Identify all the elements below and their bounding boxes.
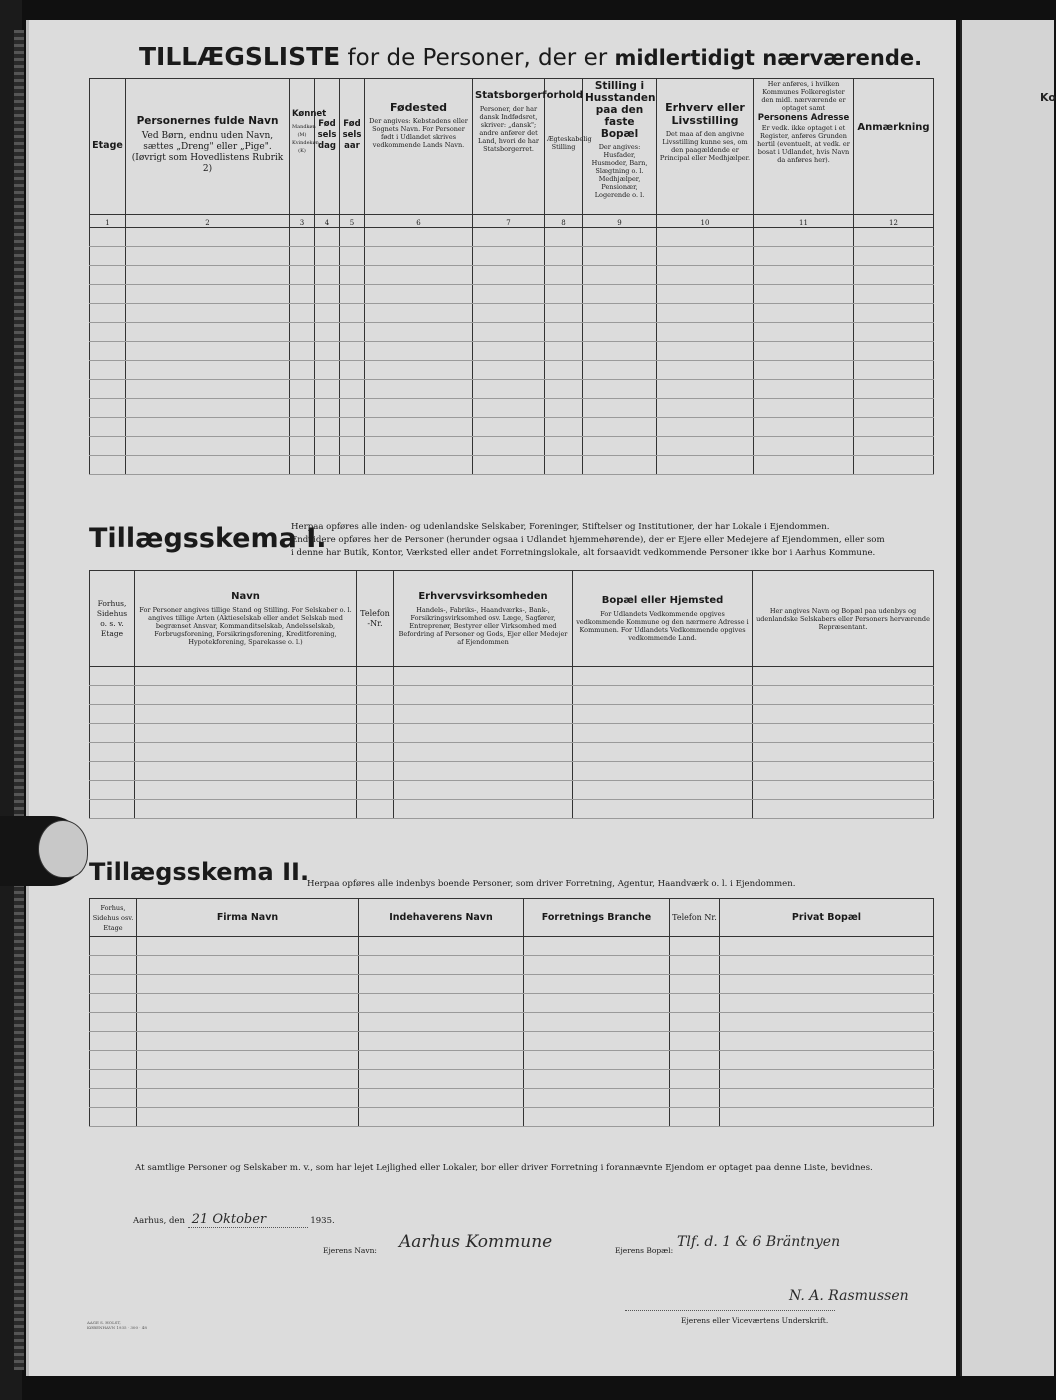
year-label: 1935. [310,1216,335,1226]
city-label: Aarhus, den [133,1216,185,1226]
owner-address-handwritten[interactable]: Tlf. d. 1 & 6 Bräntnyen [677,1234,841,1250]
skema1-desc-line: Endvidere opføres her de Personer (herunder ogsaa i Udlandet hjemmehørende), der er Ejere eller Medejere af Ejendommen, eller som [291,535,885,545]
skema1-title: Tillægsskema I. [89,523,327,554]
skema2-header-row [90,899,934,937]
owner-address-label: Ejerens Bopæl: [615,1246,674,1255]
col-anmaerkning: Anmærkning [854,79,934,215]
col-stilling: Stilling i Husstanden paa den faste Bopæl Der angives: Husfader, Husmoder, Barn, Slægtning o. l. Medhjælper, Pensionær, Logerende o. l. [583,79,657,215]
skema2-description: Herpaa opføres alle indenbys boende Personer, som driver Forretning, Agentur, Haandværk o. l. i Ejendommen. [307,879,796,889]
table-row [90,667,934,686]
table-row [90,342,934,361]
skema1-header-row [90,571,934,667]
table-row [90,1108,934,1127]
title-bold: TILLÆGSLISTE [139,42,341,71]
table-row [90,762,934,781]
skema2-table [89,898,934,1127]
table-row [90,1032,934,1051]
table-row [90,323,934,342]
col-telefon: Telefon-Nr. [357,571,394,667]
list-rows[interactable] [90,228,934,475]
skema1-table [89,570,934,819]
table-row [90,247,934,266]
table-row [90,1051,934,1070]
signature-caption: Ejerens eller Viceværtens Underskrift. [681,1316,829,1325]
table-row [90,228,934,247]
thumb-icon [38,820,88,878]
table-row [90,285,934,304]
skema1-rows[interactable] [90,667,934,819]
table-row [90,800,934,819]
table-row [90,937,934,956]
table-row [90,705,934,724]
col-privat-bopael: Privat Bopæl [720,899,934,937]
skema1-desc-line: Herpaa opføres alle inden- og udenlandske Selskaber, Foreninger, Stiftelser og Institutioner, der har Lokale i Ejendommen. [291,522,830,532]
col-repraesentant: Her angives Navn og Bopæl paa udenbys og udenlandske Selskabers eller Personers herværende Repræsentant. [753,571,934,667]
col-firma: Firma Navn [137,899,359,937]
owner-name-label: Ejerens Navn: [323,1246,377,1255]
skema1-desc-line: i denne har Butik, Kontor, Værksted eller andet Forretningslokale, alt forsaavidt vedkommende Personer ikke bor i Aarhus Kommune. [291,548,876,558]
table-row [90,456,934,475]
owner-name-handwritten[interactable]: Aarhus Kommune [399,1232,553,1252]
header-row [90,79,934,215]
printer-mark: AAGE S. HOLST, KØBENHAVN 1935 · 300 · 48 [87,1320,147,1330]
col-bopael: Bopæl eller Hjemsted For Udlandets Vedkommende opgives vedkommende Kommune og den nærmere Adresse i Kommunen. For Udlandets Vedkommende opgives vedkommende Land. [573,571,753,667]
col-statsborger: Statsborgerforhold Personer, der har dansk Indfødsret, skriver: „dansk"; andre anfører det Land, hvori de har Statsborgerret. [473,79,545,215]
col-navn: Navn For Personer angives tillige Stand og Stilling. For Selskaber o. l. angives tillige Arten (Aktieselskab eller andet Selskab med begrænset Ansvar, Kommanditselskab, Andelsselskab, Forbrugsforening, Forsikringsforening, Kreditforening, Hypotekforening, Sparekasse o. l.) [135,571,357,667]
tillaegsliste-table [89,78,934,475]
col-etage: Forhus, Sidehus o. s. v. Etage [90,571,135,667]
book-binding [14,30,24,1370]
col-etage: Etage [90,79,126,215]
table-row [90,304,934,323]
col-aegteskab: Ægteskabelig Stilling [545,79,583,215]
table-row [90,1070,934,1089]
col-telefon: Telefon Nr. [670,899,720,937]
table-row [90,418,934,437]
col-adresse: Her anføres, i hvilken Kommunes Folkeregister den midl. nærværende er optaget samt Personens Adresse Er vedk. ikke optaget i et Register, anføres Grunden hertil (eventuelt, at vedk. er bosat i Udlandet, hvis Navn da anføres her). [754,79,854,215]
right-page [960,20,1054,1376]
right-page-text: Ko [1040,91,1056,104]
col-foedested: Fødested Der angives: Kebstadens eller Sognets Navn. For Personer født i Udlandet skrives vedkommende Lands Navn. [365,79,473,215]
table-row [90,994,934,1013]
date-line [133,1212,335,1228]
table-row [90,1013,934,1032]
form-page [26,20,956,1376]
table-row [90,724,934,743]
col-foedselsaar: Fødselsaar [340,79,365,215]
declaration-text: At samtlige Personer og Selskaber m. v., som har lejet Lejlighed eller Lokaler, bor eller driver Forretning i forannævnte Ejendom er optaget paa denne Liste, bevidnes. [135,1163,873,1173]
table-row [90,781,934,800]
col-indehaver: Indehaverens Navn [359,899,524,937]
col-erhvervsvirksomhed: Erhvervsvirksomheden Handels-, Fabriks-, Haandværks-, Bank-, Forsikringsvirksomhed osv. Læge, Sagfører, Entreprenør, Bestyrer eller Virksomhed med Befordring af Personer og Gods, Ejer eller Medejer af Ejendommen [394,571,573,667]
page-title [139,42,922,71]
skema1-description [291,521,921,560]
col-navn: Personernes fulde Navn Ved Børn, endnu uden Navn, sættes „Dreng" eller „Pige". (Iøvrigt som Hovedlistens Rubrik 2) [126,79,290,215]
col-etage: Forhus, Sidehus osv. Etage [90,899,137,937]
table-row [90,956,934,975]
table-row [90,686,934,705]
col-foedselsdag: Fødselsdag [315,79,340,215]
col-branche: Forretnings Branche [524,899,670,937]
signature-handwritten[interactable]: N. A. Rasmussen [789,1288,909,1304]
table-row [90,975,934,994]
date-handwritten[interactable]: 21 Oktober [188,1212,308,1228]
table-row [90,380,934,399]
table-row [90,1089,934,1108]
col-erhverv: Erhverv eller Livsstilling Det maa af den angivne Livsstilling kunne ses, om den paagældende er Principal eller Medhjælper. [657,79,754,215]
title-normal: for de Personer, der er [347,45,608,71]
table-row [90,437,934,456]
skema2-title: Tillægsskema II. [89,858,310,886]
table-row [90,399,934,418]
table-row [90,266,934,285]
title-bold2: midlertidigt nærværende. [614,46,923,70]
column-numbers-row: 1 2 3 4 5 6 7 8 9 10 11 12 [90,215,934,228]
table-row [90,361,934,380]
signature-line [625,1310,835,1311]
table-row [90,743,934,762]
col-koennet: Kønnet Mandkøn (M) Kvindekøn (K) [290,79,315,215]
skema2-rows[interactable] [90,937,934,1127]
